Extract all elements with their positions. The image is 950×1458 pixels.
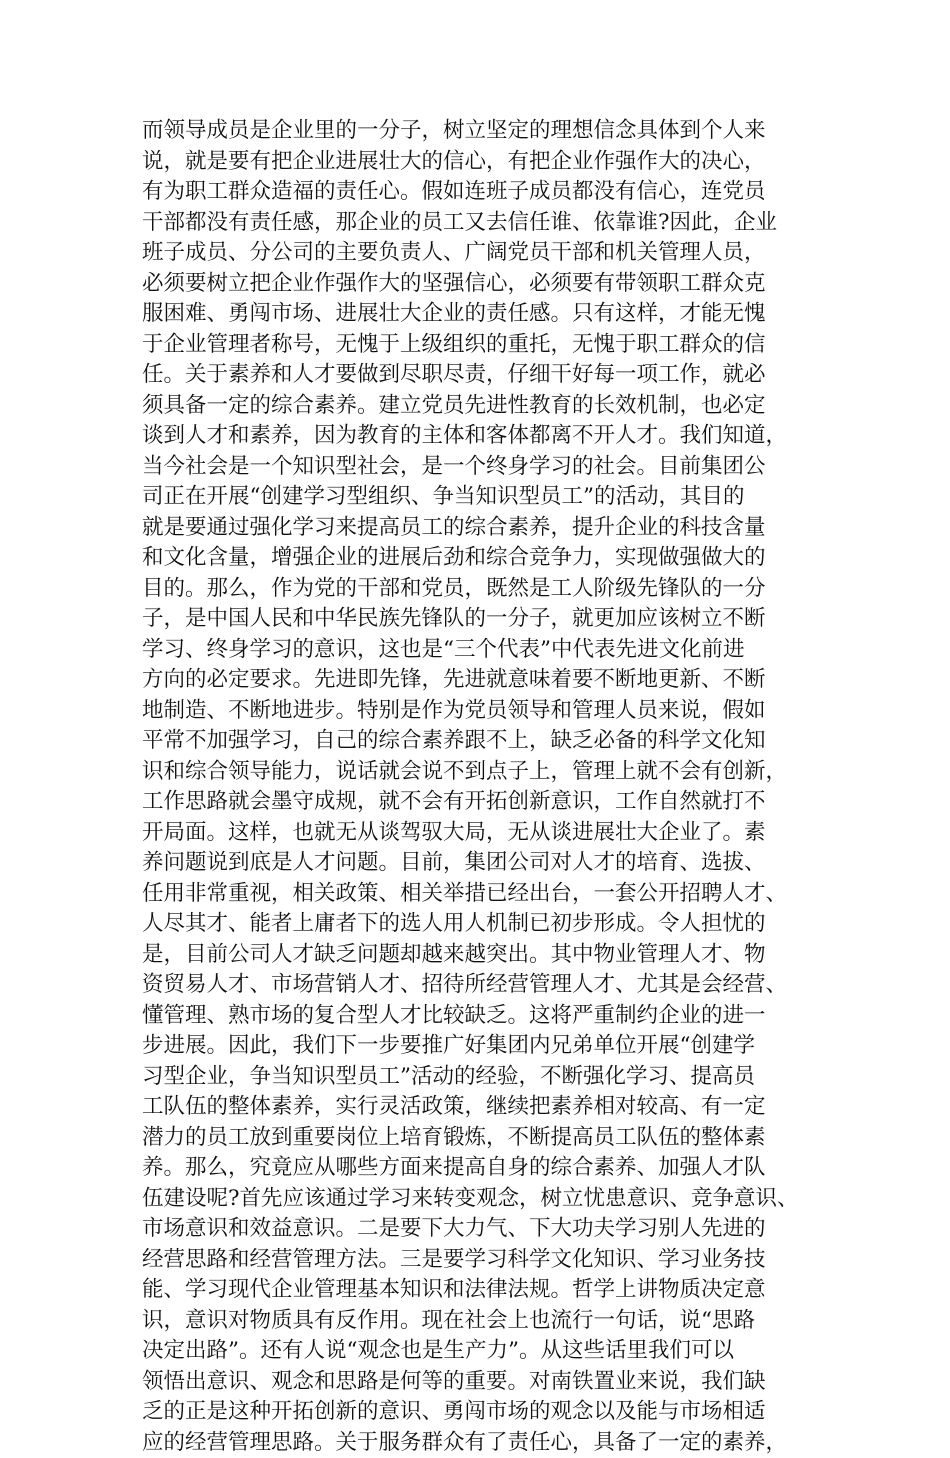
body-text [142, 116, 826, 1458]
text-line: 班子成员、分公司的主要负责人、广阔党员干部和机关管理人员， [142, 238, 826, 269]
text-line: 于企业管理者称号，无愧于上级组织的重托，无愧于职工群众的信 [142, 330, 826, 361]
text-line: 就是要通过强化学习来提高员工的综合素养，提升企业的科技含量 [142, 513, 826, 544]
text-line: 须具备一定的综合素养。建立党员先进性教育的长效机制，也必定 [142, 391, 826, 422]
text-line: 目的。那么，作为党的干部和党员，既然是工人阶级先锋队的一分 [142, 574, 826, 605]
text-line: 乏的正是这种开拓创新的意识、勇闯市场的观念以及能与市场相适 [142, 1397, 826, 1428]
text-line: 识，意识对物质具有反作用。现在社会上也流行一句话，说“思路 [142, 1306, 826, 1337]
text-line: 服困难、勇闯市场、进展壮大企业的责任感。只有这样，才能无愧 [142, 299, 826, 330]
text-line: 任。关于素养和人才要做到尽职尽责，仔细干好每一项工作，就必 [142, 360, 826, 391]
text-line: 干部都没有责任感，那企业的员工又去信任谁、依靠谁?因此，企业 [142, 208, 826, 239]
text-line: 子，是中国人民和中华民族先锋队的一分子，就更加应该树立不断 [142, 604, 826, 635]
text-line: 潜力的员工放到重要岗位上培育锻炼，不断提高员工队伍的整体素 [142, 1123, 826, 1154]
text-line: 谈到人才和素养，因为教育的主体和客体都离不开人才。我们知道， [142, 421, 826, 452]
text-line: 步进展。因此，我们下一步要推广好集团内兄弟单位开展“创建学 [142, 1031, 826, 1062]
text-line: 开局面。这样，也就无从谈驾驭大局，无从谈进展壮大企业了。素 [142, 818, 826, 849]
text-line: 地制造、不断地进步。特别是作为党员领导和管理人员来说，假如 [142, 696, 826, 727]
text-line: 经营思路和经营管理方法。三是要学习科学文化知识、学习业务技 [142, 1245, 826, 1276]
text-line: 养。那么，究竟应从哪些方面来提高自身的综合素养、加强人才队 [142, 1153, 826, 1184]
text-line: 习型企业，争当知识型员工”活动的经验，不断强化学习、提高员 [142, 1062, 826, 1093]
text-line: 能、学习现代企业管理基本知识和法律法规。哲学上讲物质决定意 [142, 1275, 826, 1306]
text-line: 领悟出意识、观念和思路是何等的重要。对南铁置业来说，我们缺 [142, 1367, 826, 1398]
text-line: 任用非常重视，相关政策、相关举措已经出台，一套公开招聘人才、 [142, 879, 826, 910]
text-line: 人尽其才、能者上庸者下的选人用人机制已初步形成。令人担忧的 [142, 909, 826, 940]
text-line: 司正在开展“创建学习型组织、争当知识型员工”的活动，其目的 [142, 482, 826, 513]
text-line: 养问题说到底是人才问题。目前，集团公司对人才的培育、选拔、 [142, 848, 826, 879]
text-line: 工队伍的整体素养，实行灵活政策，继续把素养相对较高、有一定 [142, 1092, 826, 1123]
text-line: 学习、终身学习的意识，这也是“三个代表”中代表先进文化前进 [142, 635, 826, 666]
text-line: 而领导成员是企业里的一分子，树立坚定的理想信念具体到个人来 [142, 116, 826, 147]
text-line: 必须要树立把企业作强作大的坚强信心，必须要有带领职工群众克 [142, 269, 826, 300]
text-line: 有为职工群众造福的责任心。假如连班子成员都没有信心，连党员 [142, 177, 826, 208]
text-line: 懂管理、熟市场的复合型人才比较缺乏。这将严重制约企业的进一 [142, 1001, 826, 1032]
text-line: 决定出路”。还有人说“观念也是生产力”。从这些话里我们可以 [142, 1336, 826, 1367]
text-line: 和文化含量，增强企业的进展后劲和综合竞争力，实现做强做大的 [142, 543, 826, 574]
text-line: 平常不加强学习，自己的综合素养跟不上，缺乏必备的科学文化知 [142, 726, 826, 757]
text-line: 方向的必定要求。先进即先锋，先进就意味着要不断地更新、不断 [142, 665, 826, 696]
text-line: 说，就是要有把企业进展壮大的信心，有把企业作强作大的决心， [142, 147, 826, 178]
text-line: 应的经营管理思路。关于服务群众有了责任心，具备了一定的素养， [142, 1428, 826, 1458]
text-line: 资贸易人才、市场营销人才、招待所经营管理人才、尤其是会经营、 [142, 970, 826, 1001]
text-line: 是，目前公司人才缺乏问题却越来越突出。其中物业管理人才、物 [142, 940, 826, 971]
text-line: 识和综合领导能力，说话就会说不到点子上，管理上就不会有创新， [142, 757, 826, 788]
text-line: 市场意识和效益意识。二是要下大力气、下大功夫学习别人先进的 [142, 1214, 826, 1245]
text-line: 当今社会是一个知识型社会，是一个终身学习的社会。目前集团公 [142, 452, 826, 483]
text-line: 工作思路就会墨守成规，就不会有开拓创新意识，工作自然就打不 [142, 787, 826, 818]
text-line: 伍建设呢?首先应该通过学习来转变观念，树立忧患意识、竞争意识、 [142, 1184, 826, 1215]
